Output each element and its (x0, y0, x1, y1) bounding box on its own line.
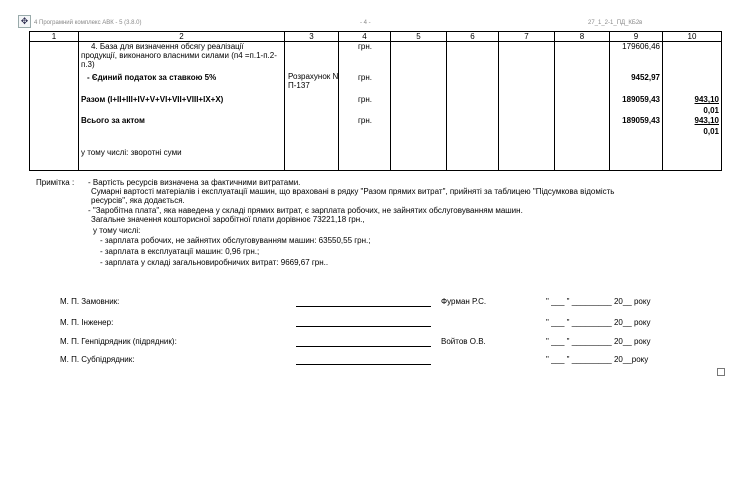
row-unit: грн. (358, 73, 373, 82)
row-unit: грн. (358, 42, 373, 51)
note-line: Сумарні вартості матеріалів і експлуатації машин, що враховані в рядку "Разом прямих витрат", прийняті за таблицею "Підсумкова відомість (91, 187, 615, 196)
row-col10-extra: 0,01 (703, 106, 719, 115)
signature-role: М. П. Інженер: (60, 318, 114, 327)
row-name: Разом (I+II+III+IV+V+VI+VII+VIII+IX+X) (81, 95, 224, 104)
row-col9: 9452,97 (631, 73, 660, 82)
note-line: Загальне значення кошторисної заробітної плати дорівнює 73221,18 грн., (91, 215, 365, 224)
signature-line (296, 326, 431, 327)
signature-date: " ___ " _________ 20__року (546, 355, 649, 364)
program-header: 4 Програмний комплекс АВК - 5 (3.8.0) (34, 20, 142, 26)
resize-handle-icon[interactable] (717, 368, 725, 376)
signature-date: " ___ " _________ 20__ року (546, 318, 651, 327)
row-unit: грн. (358, 116, 373, 125)
row-name: Всього за актом (81, 116, 145, 125)
note-label: Примітка : (36, 178, 75, 187)
col-number: 2 (79, 32, 285, 42)
note-line: - зарплата у складі загальновиробничих витрат: 9669,67 грн.. (100, 258, 329, 267)
col-number: 5 (391, 32, 447, 42)
signature-name: Фурман Р.С. (441, 297, 487, 306)
note-line: у тому числі: (93, 226, 141, 235)
signature-role: М. П. Субпідрядник: (60, 355, 135, 364)
signature-date: " ___ " _________ 20__ року (546, 297, 651, 306)
row-col9: 179606,46 (622, 42, 660, 51)
row-basis: Розрахунок N П-137 (288, 72, 339, 90)
col-number: 9 (610, 32, 663, 42)
row-name: - Єдиний податок за ставкою 5% (87, 73, 217, 82)
note-line: - зарплата робочих, не зайнятих обслуговуванням машин: 63550,55 грн.; (100, 236, 371, 245)
col-number: 3 (285, 32, 339, 42)
col-number: 1 (30, 32, 79, 42)
row-col10: 943,10 (694, 116, 719, 125)
note-line: - зарплата в експлуатації машин: 0,96 грн.; (100, 247, 260, 256)
col-number: 6 (447, 32, 499, 42)
note-line: - "Заробітна плата", яка наведена у складі прямих витрат, є зарплата робочих, не зайнятих обслуговуванням машин. (88, 206, 523, 215)
col-number: 8 (555, 32, 610, 42)
note-line: ресурсів", яка додається. (91, 196, 185, 205)
note-line: - Вартість ресурсів визначена за фактичними витратами. (88, 178, 301, 187)
row-col10: 943,10 (694, 95, 719, 104)
row-col9: 189059,43 (622, 95, 660, 104)
row-col10-extra: 0,01 (703, 127, 719, 136)
row-unit: грн. (358, 95, 373, 104)
row-col9: 189059,43 (622, 116, 660, 125)
signature-line (296, 364, 431, 365)
page-number: - 4 - (360, 20, 371, 26)
signature-role: М. П. Замовник: (60, 297, 120, 306)
col-number: 10 (663, 32, 722, 42)
signature-line (296, 306, 431, 307)
row-name: 4. База для визначення обсягу реалізації продукції, виконаного власними силами (п4 =п.1-п.2-п.3) (81, 42, 277, 69)
signature-role: М. П. Генпідрядник (підрядник): (60, 337, 177, 346)
move-handle-icon[interactable]: ✥ (18, 15, 31, 28)
column-number-row (30, 32, 722, 42)
signature-name: Войтов О.В. (441, 337, 486, 346)
col-number: 4 (339, 32, 391, 42)
col-number: 7 (499, 32, 555, 42)
signature-line (296, 346, 431, 347)
document-code: 27_1_2-1_ПД_КБ2в (588, 20, 643, 26)
signature-date: " ___ " _________ 20__ року (546, 337, 651, 346)
row-name: у тому числі: зворотні суми (81, 148, 182, 157)
